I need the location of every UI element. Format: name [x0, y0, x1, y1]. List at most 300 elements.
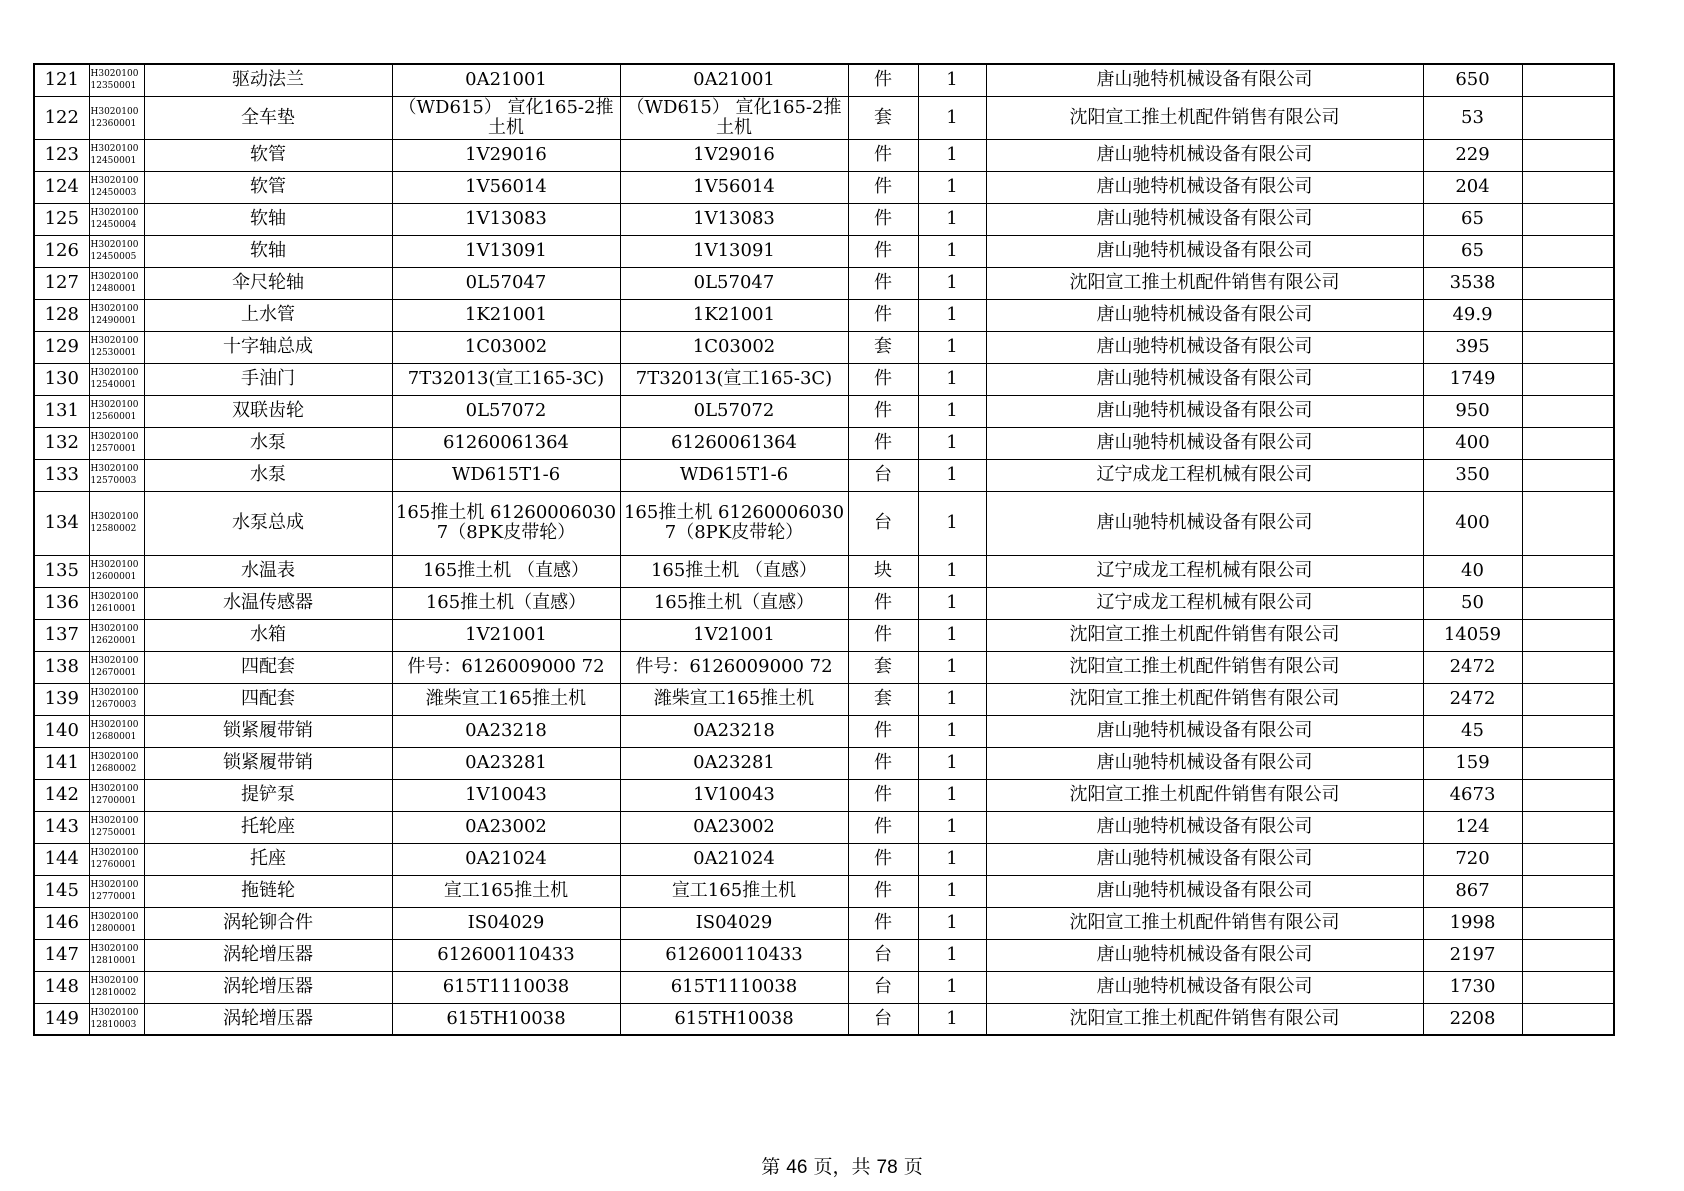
cell-model: 612600110433 [620, 939, 848, 971]
cell-remark [1522, 171, 1614, 203]
cell-specification: 165推土机（直感） [392, 587, 620, 619]
cell-row-number: 128 [34, 299, 89, 331]
cell-part-name: 全车垫 [144, 96, 392, 139]
cell-unit: 套 [848, 331, 918, 363]
cell-price: 229 [1423, 139, 1522, 171]
cell-material-code: H302010012480001 [89, 267, 144, 299]
cell-row-number: 145 [34, 875, 89, 907]
footer-suffix: 页 [903, 1156, 923, 1178]
cell-supplier: 沈阳宣工推土机配件销售有限公司 [986, 651, 1423, 683]
cell-remark [1522, 555, 1614, 587]
cell-quantity: 1 [918, 203, 986, 235]
cell-specification: 0A23218 [392, 715, 620, 747]
cell-quantity: 1 [918, 747, 986, 779]
cell-price: 124 [1423, 811, 1522, 843]
cell-model: 1V10043 [620, 779, 848, 811]
cell-part-name: 涡轮增压器 [144, 971, 392, 1003]
cell-supplier: 沈阳宣工推土机配件销售有限公司 [986, 683, 1423, 715]
cell-part-name: 托轮座 [144, 811, 392, 843]
cell-material-code: H302010012580002 [89, 491, 144, 555]
cell-model: 61260061364 [620, 427, 848, 459]
cell-specification: 1V29016 [392, 139, 620, 171]
cell-remark [1522, 459, 1614, 491]
cell-material-code: H302010012350001 [89, 64, 144, 96]
cell-material-code: H302010012760001 [89, 843, 144, 875]
cell-supplier: 沈阳宣工推土机配件销售有限公司 [986, 907, 1423, 939]
cell-price: 40 [1423, 555, 1522, 587]
cell-remark [1522, 299, 1614, 331]
cell-price: 2472 [1423, 683, 1522, 715]
cell-row-number: 148 [34, 971, 89, 1003]
cell-material-code: H302010012360001 [89, 96, 144, 139]
table-row [34, 299, 1614, 331]
cell-specification: 1K21001 [392, 299, 620, 331]
cell-price: 400 [1423, 491, 1522, 555]
cell-specification: 1C03002 [392, 331, 620, 363]
cell-material-code: H302010012770001 [89, 875, 144, 907]
cell-quantity: 1 [918, 139, 986, 171]
cell-price: 53 [1423, 96, 1522, 139]
cell-quantity: 1 [918, 555, 986, 587]
cell-supplier: 唐山驰特机械设备有限公司 [986, 971, 1423, 1003]
cell-part-name: 水温表 [144, 555, 392, 587]
cell-quantity: 1 [918, 171, 986, 203]
cell-remark [1522, 203, 1614, 235]
cell-part-name: 拖链轮 [144, 875, 392, 907]
cell-remark [1522, 651, 1614, 683]
cell-supplier: 唐山驰特机械设备有限公司 [986, 139, 1423, 171]
cell-row-number: 122 [34, 96, 89, 139]
cell-row-number: 137 [34, 619, 89, 651]
cell-quantity: 1 [918, 331, 986, 363]
cell-quantity: 1 [918, 459, 986, 491]
cell-specification: 1V13091 [392, 235, 620, 267]
cell-remark [1522, 683, 1614, 715]
table-row [34, 875, 1614, 907]
cell-remark [1522, 64, 1614, 96]
cell-unit: 套 [848, 651, 918, 683]
cell-remark [1522, 971, 1614, 1003]
cell-remark [1522, 939, 1614, 971]
cell-specification: 612600110433 [392, 939, 620, 971]
cell-row-number: 135 [34, 555, 89, 587]
cell-specification: 165推土机 612600060307（8PK皮带轮） [392, 491, 620, 555]
cell-model: 1V21001 [620, 619, 848, 651]
cell-price: 950 [1423, 395, 1522, 427]
table-row [34, 363, 1614, 395]
cell-material-code: H302010012530001 [89, 331, 144, 363]
cell-specification: 0A21001 [392, 64, 620, 96]
cell-row-number: 125 [34, 203, 89, 235]
cell-price: 867 [1423, 875, 1522, 907]
cell-specification: 1V13083 [392, 203, 620, 235]
cell-remark [1522, 811, 1614, 843]
cell-quantity: 1 [918, 491, 986, 555]
table-row [34, 779, 1614, 811]
cell-part-name: 水温传感器 [144, 587, 392, 619]
cell-supplier: 唐山驰特机械设备有限公司 [986, 363, 1423, 395]
table-row [34, 267, 1614, 299]
cell-quantity: 1 [918, 96, 986, 139]
cell-quantity: 1 [918, 843, 986, 875]
cell-row-number: 147 [34, 939, 89, 971]
cell-unit: 件 [848, 203, 918, 235]
cell-specification: 615T1110038 [392, 971, 620, 1003]
cell-specification: 0A23002 [392, 811, 620, 843]
cell-unit: 件 [848, 587, 918, 619]
cell-remark [1522, 619, 1614, 651]
cell-material-code: H302010012680001 [89, 715, 144, 747]
cell-remark [1522, 907, 1614, 939]
cell-material-code: H302010012810002 [89, 971, 144, 1003]
table-row [34, 203, 1614, 235]
cell-remark [1522, 715, 1614, 747]
cell-unit: 件 [848, 395, 918, 427]
cell-material-code: H302010012670001 [89, 651, 144, 683]
cell-quantity: 1 [918, 651, 986, 683]
cell-price: 2472 [1423, 651, 1522, 683]
cell-part-name: 水泵 [144, 427, 392, 459]
cell-price: 65 [1423, 235, 1522, 267]
parts-price-table [33, 63, 1615, 1036]
cell-quantity: 1 [918, 427, 986, 459]
cell-unit: 台 [848, 939, 918, 971]
cell-model: 0L57072 [620, 395, 848, 427]
cell-material-code: H302010012450001 [89, 139, 144, 171]
cell-part-name: 水箱 [144, 619, 392, 651]
cell-price: 159 [1423, 747, 1522, 779]
cell-specification: 宣工165推土机 [392, 875, 620, 907]
cell-remark [1522, 491, 1614, 555]
cell-quantity: 1 [918, 363, 986, 395]
cell-row-number: 140 [34, 715, 89, 747]
cell-row-number: 131 [34, 395, 89, 427]
cell-model: 7T32013(宣工165-3C) [620, 363, 848, 395]
cell-row-number: 138 [34, 651, 89, 683]
cell-quantity: 1 [918, 395, 986, 427]
cell-row-number: 141 [34, 747, 89, 779]
cell-model: 165推土机 612600060307（8PK皮带轮） [620, 491, 848, 555]
cell-row-number: 121 [34, 64, 89, 96]
cell-unit: 件 [848, 875, 918, 907]
table-row [34, 235, 1614, 267]
table-row [34, 843, 1614, 875]
cell-supplier: 唐山驰特机械设备有限公司 [986, 491, 1423, 555]
cell-price: 2208 [1423, 1003, 1522, 1035]
cell-quantity: 1 [918, 267, 986, 299]
cell-row-number: 143 [34, 811, 89, 843]
cell-model: （WD615） 宣化165-2推土机 [620, 96, 848, 139]
cell-model: 0A21001 [620, 64, 848, 96]
cell-material-code: H302010012810003 [89, 1003, 144, 1035]
table-row [34, 939, 1614, 971]
cell-unit: 件 [848, 619, 918, 651]
cell-row-number: 129 [34, 331, 89, 363]
cell-quantity: 1 [918, 683, 986, 715]
cell-unit: 件 [848, 715, 918, 747]
cell-row-number: 144 [34, 843, 89, 875]
cell-unit: 件 [848, 64, 918, 96]
table-row [34, 96, 1614, 139]
cell-price: 720 [1423, 843, 1522, 875]
cell-specification: 61260061364 [392, 427, 620, 459]
cell-part-name: 手油门 [144, 363, 392, 395]
cell-price: 1749 [1423, 363, 1522, 395]
cell-remark [1522, 363, 1614, 395]
cell-model: 165推土机（直感） [620, 587, 848, 619]
table-row [34, 459, 1614, 491]
cell-supplier: 唐山驰特机械设备有限公司 [986, 875, 1423, 907]
cell-model: 1V13083 [620, 203, 848, 235]
cell-model: 615T1110038 [620, 971, 848, 1003]
cell-part-name: 软轴 [144, 203, 392, 235]
cell-model: 0A23002 [620, 811, 848, 843]
cell-part-name: 十字轴总成 [144, 331, 392, 363]
table-row [34, 331, 1614, 363]
table-row [34, 491, 1614, 555]
cell-quantity: 1 [918, 907, 986, 939]
cell-supplier: 沈阳宣工推土机配件销售有限公司 [986, 96, 1423, 139]
cell-price: 14059 [1423, 619, 1522, 651]
cell-unit: 台 [848, 1003, 918, 1035]
cell-model: 潍柴宣工165推土机 [620, 683, 848, 715]
cell-part-name: 涡轮增压器 [144, 939, 392, 971]
cell-specification: 潍柴宣工165推土机 [392, 683, 620, 715]
cell-price: 1998 [1423, 907, 1522, 939]
cell-price: 50 [1423, 587, 1522, 619]
cell-quantity: 1 [918, 939, 986, 971]
cell-unit: 件 [848, 363, 918, 395]
cell-specification: 615TH10038 [392, 1003, 620, 1035]
table-row [34, 715, 1614, 747]
cell-specification: （WD615） 宣化165-2推土机 [392, 96, 620, 139]
cell-part-name: 软管 [144, 139, 392, 171]
cell-price: 350 [1423, 459, 1522, 491]
cell-unit: 件 [848, 811, 918, 843]
cell-material-code: H302010012600001 [89, 555, 144, 587]
cell-unit: 套 [848, 96, 918, 139]
cell-unit: 件 [848, 235, 918, 267]
cell-model: 件号：6126009000 72 [620, 651, 848, 683]
cell-supplier: 唐山驰特机械设备有限公司 [986, 715, 1423, 747]
cell-specification: 1V56014 [392, 171, 620, 203]
cell-row-number: 126 [34, 235, 89, 267]
cell-part-name: 托座 [144, 843, 392, 875]
cell-specification: 0A21024 [392, 843, 620, 875]
cell-model: 0A23281 [620, 747, 848, 779]
cell-quantity: 1 [918, 779, 986, 811]
cell-unit: 件 [848, 139, 918, 171]
cell-specification: 0L57047 [392, 267, 620, 299]
cell-remark [1522, 96, 1614, 139]
cell-part-name: 锁紧履带销 [144, 715, 392, 747]
cell-row-number: 139 [34, 683, 89, 715]
cell-row-number: 124 [34, 171, 89, 203]
cell-material-code: H302010012620001 [89, 619, 144, 651]
table-body [34, 64, 1614, 1035]
cell-supplier: 唐山驰特机械设备有限公司 [986, 395, 1423, 427]
cell-row-number: 149 [34, 1003, 89, 1035]
cell-model: 0A23218 [620, 715, 848, 747]
cell-supplier: 唐山驰特机械设备有限公司 [986, 299, 1423, 331]
table-row [34, 587, 1614, 619]
cell-remark [1522, 267, 1614, 299]
cell-model: 165推土机 （直感） [620, 555, 848, 587]
cell-material-code: H302010012450003 [89, 171, 144, 203]
cell-remark [1522, 235, 1614, 267]
cell-part-name: 锁紧履带销 [144, 747, 392, 779]
cell-specification: 0L57072 [392, 395, 620, 427]
cell-model: 1V56014 [620, 171, 848, 203]
cell-supplier: 唐山驰特机械设备有限公司 [986, 427, 1423, 459]
cell-price: 65 [1423, 203, 1522, 235]
cell-supplier: 沈阳宣工推土机配件销售有限公司 [986, 267, 1423, 299]
table-row [34, 907, 1614, 939]
cell-supplier: 唐山驰特机械设备有限公司 [986, 203, 1423, 235]
cell-part-name: 驱动法兰 [144, 64, 392, 96]
cell-quantity: 1 [918, 715, 986, 747]
cell-material-code: H302010012610001 [89, 587, 144, 619]
cell-unit: 台 [848, 971, 918, 1003]
cell-row-number: 130 [34, 363, 89, 395]
total-pages-number: 78 [876, 1157, 898, 1178]
cell-model: IS04029 [620, 907, 848, 939]
cell-remark [1522, 331, 1614, 363]
cell-remark [1522, 395, 1614, 427]
cell-quantity: 1 [918, 299, 986, 331]
cell-part-name: 涡轮增压器 [144, 1003, 392, 1035]
table-row [34, 683, 1614, 715]
cell-unit: 件 [848, 747, 918, 779]
cell-supplier: 唐山驰特机械设备有限公司 [986, 171, 1423, 203]
page-footer [0, 1152, 1684, 1179]
cell-row-number: 142 [34, 779, 89, 811]
cell-supplier: 唐山驰特机械设备有限公司 [986, 747, 1423, 779]
cell-material-code: H302010012540001 [89, 363, 144, 395]
table-row [34, 971, 1614, 1003]
current-page-number: 46 [786, 1157, 808, 1178]
table-row [34, 747, 1614, 779]
cell-material-code: H302010012700001 [89, 779, 144, 811]
cell-price: 1730 [1423, 971, 1522, 1003]
cell-quantity: 1 [918, 64, 986, 96]
cell-material-code: H302010012800001 [89, 907, 144, 939]
cell-quantity: 1 [918, 619, 986, 651]
cell-row-number: 123 [34, 139, 89, 171]
table-row [34, 171, 1614, 203]
table-row [34, 395, 1614, 427]
cell-part-name: 上水管 [144, 299, 392, 331]
cell-unit: 套 [848, 683, 918, 715]
cell-quantity: 1 [918, 587, 986, 619]
cell-part-name: 软管 [144, 171, 392, 203]
cell-supplier: 唐山驰特机械设备有限公司 [986, 843, 1423, 875]
cell-part-name: 水泵 [144, 459, 392, 491]
footer-middle: 页，共 [813, 1156, 871, 1178]
cell-supplier: 唐山驰特机械设备有限公司 [986, 64, 1423, 96]
cell-unit: 件 [848, 779, 918, 811]
cell-unit: 块 [848, 555, 918, 587]
cell-part-name: 提铲泵 [144, 779, 392, 811]
table-row [34, 811, 1614, 843]
cell-part-name: 伞尺轮轴 [144, 267, 392, 299]
cell-material-code: H302010012750001 [89, 811, 144, 843]
cell-remark [1522, 427, 1614, 459]
cell-supplier: 唐山驰特机械设备有限公司 [986, 811, 1423, 843]
table-row [34, 555, 1614, 587]
cell-part-name: 四配套 [144, 651, 392, 683]
cell-part-name: 涡轮铆合件 [144, 907, 392, 939]
cell-material-code: H302010012810001 [89, 939, 144, 971]
cell-remark [1522, 843, 1614, 875]
cell-specification: 1V10043 [392, 779, 620, 811]
cell-specification: IS04029 [392, 907, 620, 939]
cell-supplier: 沈阳宣工推土机配件销售有限公司 [986, 619, 1423, 651]
cell-quantity: 1 [918, 811, 986, 843]
cell-supplier: 辽宁成龙工程机械有限公司 [986, 587, 1423, 619]
cell-remark [1522, 779, 1614, 811]
cell-model: 0L57047 [620, 267, 848, 299]
cell-material-code: H302010012490001 [89, 299, 144, 331]
cell-price: 650 [1423, 64, 1522, 96]
table-row [34, 619, 1614, 651]
cell-quantity: 1 [918, 875, 986, 907]
cell-specification: 1V21001 [392, 619, 620, 651]
cell-unit: 件 [848, 427, 918, 459]
cell-unit: 件 [848, 299, 918, 331]
cell-supplier: 沈阳宣工推土机配件销售有限公司 [986, 779, 1423, 811]
cell-material-code: H302010012450005 [89, 235, 144, 267]
cell-price: 3538 [1423, 267, 1522, 299]
cell-price: 395 [1423, 331, 1522, 363]
cell-unit: 件 [848, 267, 918, 299]
cell-model: 1K21001 [620, 299, 848, 331]
cell-unit: 台 [848, 491, 918, 555]
cell-supplier: 沈阳宣工推土机配件销售有限公司 [986, 1003, 1423, 1035]
cell-remark [1522, 587, 1614, 619]
cell-remark [1522, 747, 1614, 779]
table-row [34, 427, 1614, 459]
cell-part-name: 双联齿轮 [144, 395, 392, 427]
cell-row-number: 127 [34, 267, 89, 299]
table-row [34, 139, 1614, 171]
cell-unit: 件 [848, 843, 918, 875]
cell-specification: 165推土机 （直感） [392, 555, 620, 587]
cell-supplier: 唐山驰特机械设备有限公司 [986, 235, 1423, 267]
cell-unit: 台 [848, 459, 918, 491]
table-row [34, 1003, 1614, 1035]
cell-remark [1522, 1003, 1614, 1035]
cell-material-code: H302010012450004 [89, 203, 144, 235]
cell-model: WD615T1-6 [620, 459, 848, 491]
cell-model: 宣工165推土机 [620, 875, 848, 907]
cell-quantity: 1 [918, 235, 986, 267]
cell-remark [1522, 875, 1614, 907]
cell-row-number: 133 [34, 459, 89, 491]
cell-specification: 7T32013(宣工165-3C) [392, 363, 620, 395]
cell-model: 1V29016 [620, 139, 848, 171]
cell-quantity: 1 [918, 1003, 986, 1035]
cell-model: 1C03002 [620, 331, 848, 363]
cell-row-number: 146 [34, 907, 89, 939]
cell-price: 400 [1423, 427, 1522, 459]
cell-material-code: H302010012680002 [89, 747, 144, 779]
cell-specification: 0A23281 [392, 747, 620, 779]
cell-part-name: 四配套 [144, 683, 392, 715]
cell-supplier: 唐山驰特机械设备有限公司 [986, 939, 1423, 971]
cell-row-number: 136 [34, 587, 89, 619]
table-row [34, 64, 1614, 96]
